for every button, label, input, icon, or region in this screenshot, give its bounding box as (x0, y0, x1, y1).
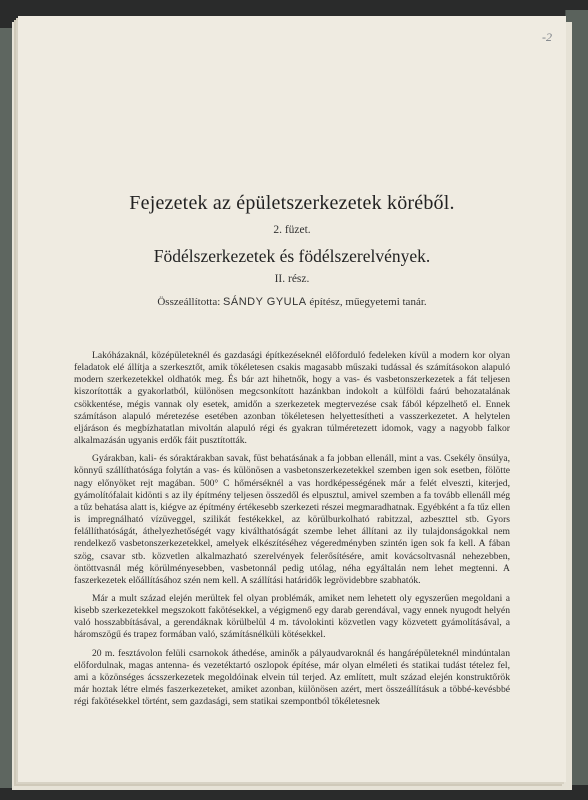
author-name: SÁNDY GYULA (223, 296, 307, 308)
pencil-mark: -2 (542, 30, 552, 44)
body-text (74, 350, 510, 708)
document-title: Fejezetek az épületszerkezetek köréből. (129, 192, 455, 214)
paragraph: Lakóházaknál, középületeknél és gazdasági építkezéseknél előforduló fedeleken kívül a modern kor olyan feladatok elé állítja a szerkesztőt, amik tökéletesen csakis magasabb műszaki tudással és számításokon alapuló modern szerkezetekkel oldhatók meg. És bár azt hihetnők, hogy a vas- és vasbetonszerkezetek a fát teljesen kiszorították a gyakorlatból, különösen megcsonkított hazánkban indokolt a külföldi faárú behozatalának csökkentése, mégis vannak oly esetek, amidőn a szerkezetek megtervezése csak fából képzelhető el. Ennek számításon alapuló méretezése esetében azonban tökéletesen helyettesítheti a vasszerkezetet. A helytelen eljáráson és megbízhatatlan mivoltán alapuló régi és gyakran túlméretezett idomok, vagy a nagyobb falkor alkalmazásán ugyanis erdők fáit pusztították. (74, 350, 510, 447)
author-role: építész, műegyetemi tanár. (309, 296, 427, 308)
compiler-line (18, 296, 566, 308)
compiled-by-label: Összeállította: (157, 296, 221, 308)
section-title: Födélszerkezetek és födélszerelvények. (153, 246, 431, 266)
paragraph: Gyárakban, kali- és sóraktárakban savak, füst behatásának a fa jobban ellenáll, mint a vas. Csekély önsúlya, könnyű szállíthatósága folytán a vas- és különösen a vasbetonszerkezetekkel szemben igen sok esetben, fölötte nagy előnyöket rejt magában. 500° C hőmérséknél a vas hordképességének már a felét elveszti, kiterjed, gyámolítófalait kidönti s az ily építmény teljesen összedől és elpusztul, amivel szemben a fa tovább ellenáll még a tűz behatása alatt is, kiégve az építmény értékesebb szerkezeti részei megmaradhatnak. Egyébként a fa tűz ellen is impregnálható vízüveggel, szilikát festékekkel, az körülburkolható rabitzzal, azbeszttel stb. Gyors felállíthatóságát, áthelyezhetőségét vagy kiválthatóságát szembe lehet állítani az ily tulajdonságokkal nem rendelkező vasbetonszerkezetekkel, amelyek elkészítéséhez végeredményben szintén igen sok fa kell. A fában szög, csavar stb. közvetlen alkalmazható szerelvények felerősítésére, amit kovácsoltvasnál nehezebben, öntöttvasnál még körülményesebben, vasbetonnál pedig utólag, néha egyáltalán nem lehet megtenni. A faszerkezetek előállításához szén nem kell. A szállítási határidők legrövidebbre szabhatók. (74, 453, 510, 586)
paragraph: Már a mult század elején merültek fel olyan problémák, amiket nem lehetett oly egyszerűen megoldani a kisebb szerkezetekkel megszokott fakötésekkel, a végigmenő egy darab gerendával, vagy ennek nyugodt helyén való hosszabbításával, a gerendáknak körülbelül 4 m. távolokinti közvetlen vagy közvetett gyámolításával, a háromszögű és trapez formában való, számításnélküli kötésekkel. (74, 592, 510, 641)
document-page (18, 16, 566, 782)
paragraph: 20 m. fesztávolon felüli csarnokok áthedése, aminők a pályaudvaroknál és hangárépületeknél mindúntalan előfordulnak, magas antenna- és vezetéktartó oszlopok építése, már olyan elméleti és statikai tudást tételez fel, ami a közönséges ácsszerkezetek megoldóinak elvein túl terjed. Az említett, mult század elején konstruktőrök már hoztak létre elmés faszerkezeteket, amiket azonban, különösen azért, mert összeállításuk a többé-kevésbbé régi fakötésekkel történt, sem gazdasági, sem statikai szempontból tökéletesnek (74, 647, 510, 708)
part-number: II. rész. (274, 273, 310, 285)
issue-number: 2. füzet. (273, 224, 311, 236)
